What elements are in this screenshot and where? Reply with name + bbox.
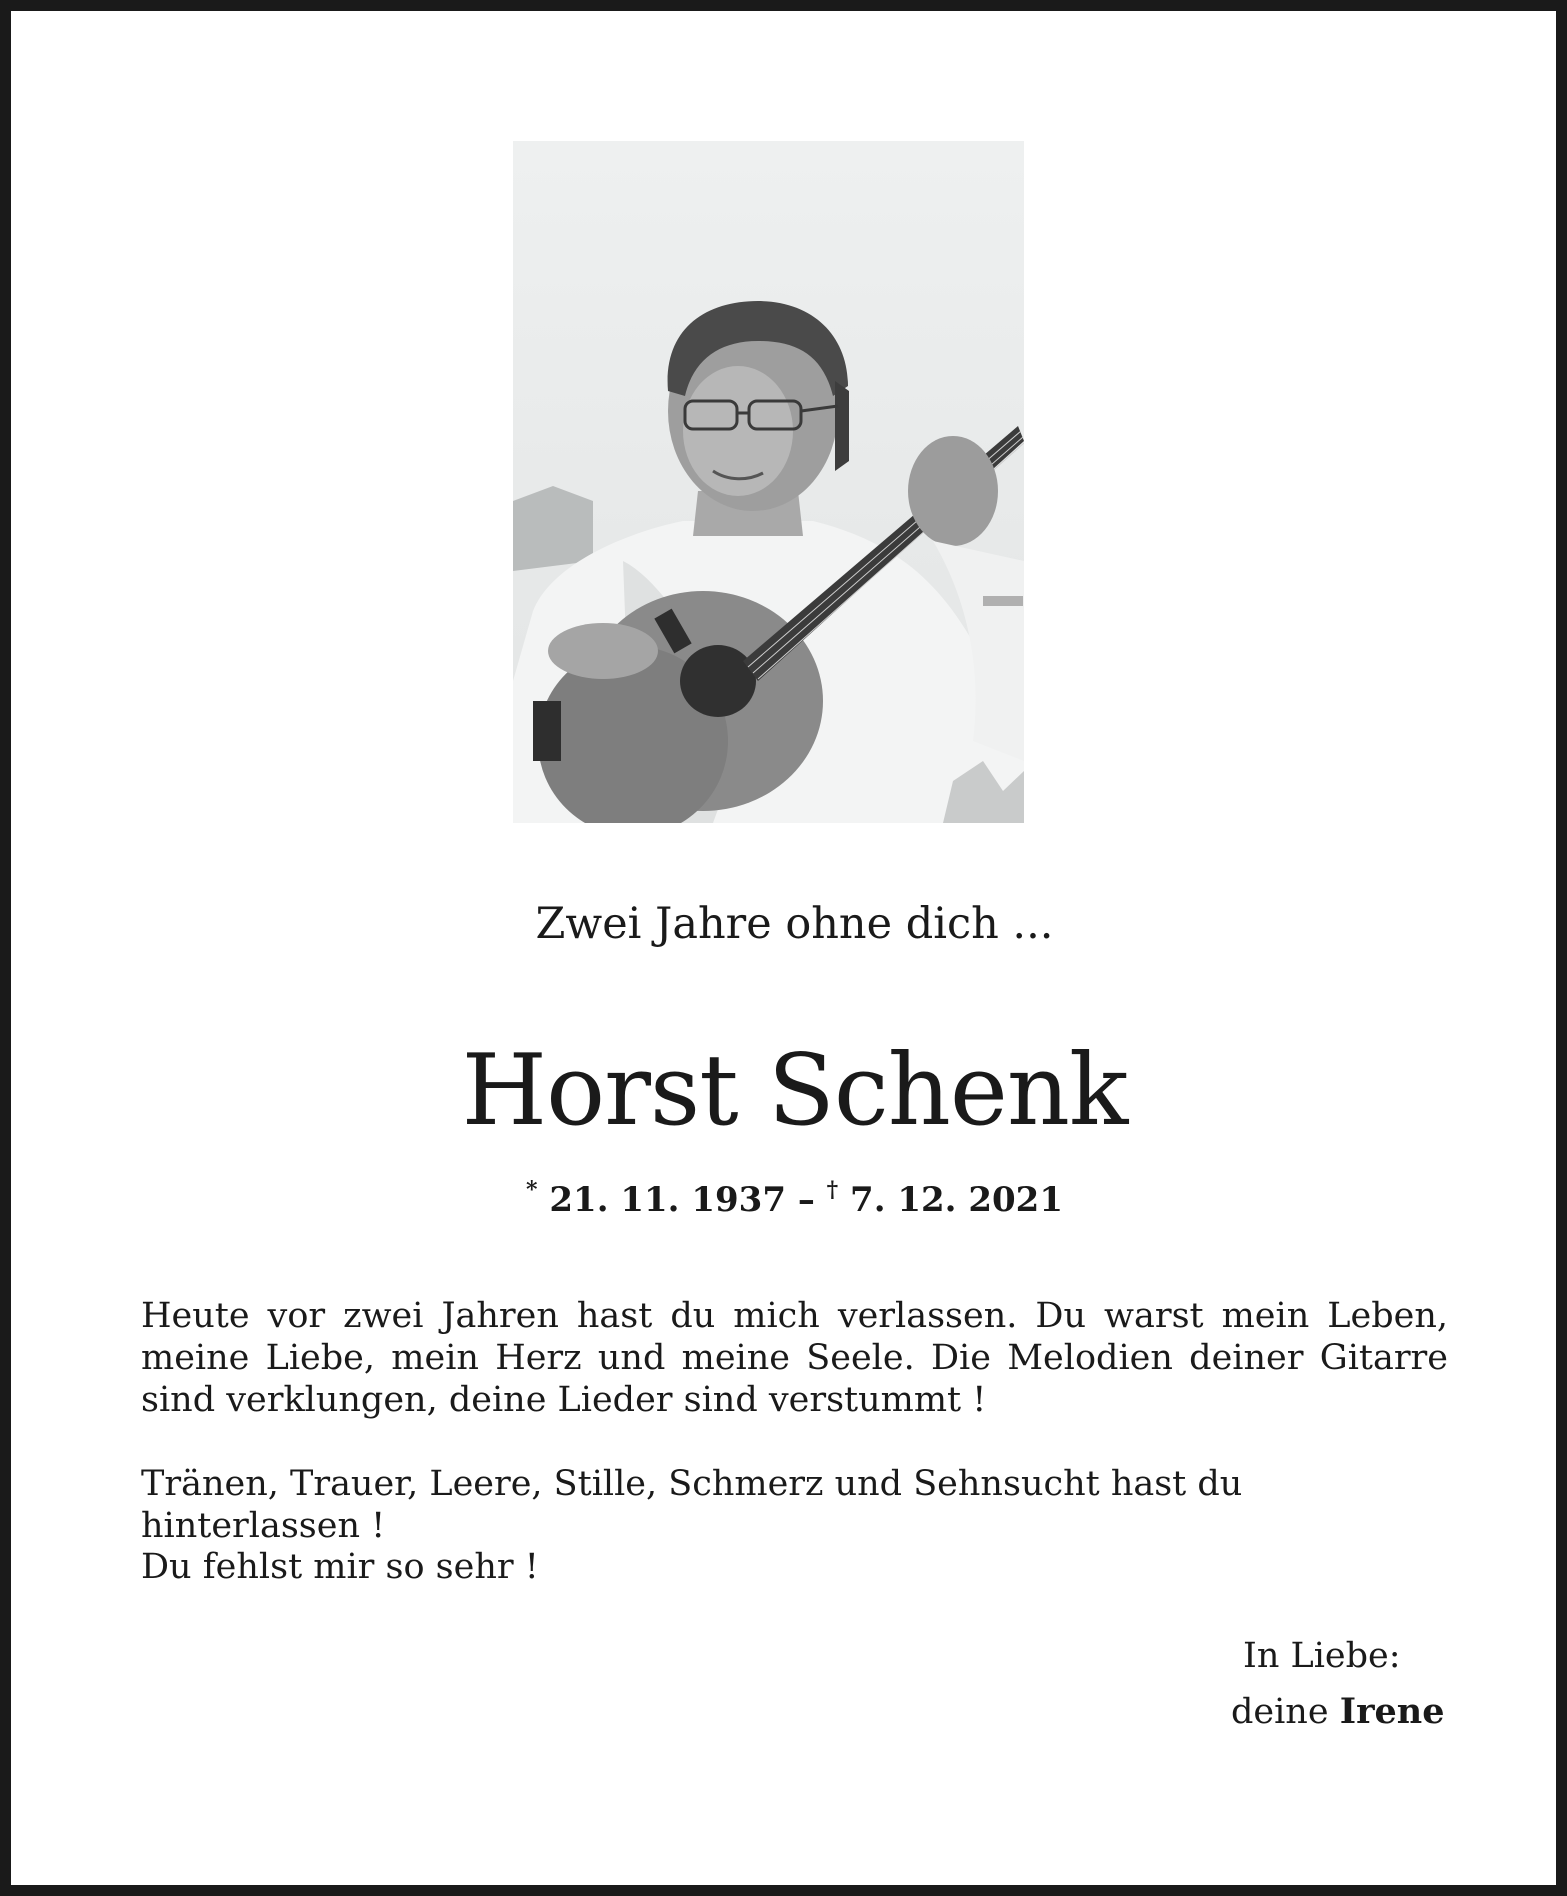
paragraph-2: Tränen, Trauer, Leere, Stille, Schmerz und Sehnsucht hast du hinterlassen ! [141, 1464, 1243, 1546]
portrait-photo [513, 141, 1024, 823]
paragraph-1: Heute vor zwei Jahren hast du mich verlassen. Du warst mein Leben, meine Liebe, mein Herz und meine Seele. Die Melodien deiner Gitarre sind verklungen, deine Lieder sind verstummt ! [141, 1296, 1448, 1420]
death-symbol: † [826, 1177, 839, 1203]
closing-line: In Liebe: [1243, 1636, 1401, 1676]
portrait-illustration [513, 141, 1024, 823]
date-separator: – [785, 1180, 827, 1220]
subtitle: Zwei Jahre ohne dich ... [535, 899, 1054, 949]
signature-name: Irene [1339, 1691, 1445, 1732]
birth-symbol: * [526, 1177, 538, 1203]
paragraph-3: Du fehlst mir so sehr ! [141, 1547, 539, 1587]
signature-prefix: deine [1231, 1692, 1329, 1732]
life-dates [11, 1166, 1567, 1224]
signature [1231, 1684, 1445, 1740]
death-date: 7. 12. 2021 [850, 1180, 1063, 1220]
birth-date: 21. 11. 1937 [549, 1180, 786, 1220]
deceased-name: Horst Schenk [461, 1034, 1128, 1148]
closing-signature [1231, 1628, 1445, 1740]
